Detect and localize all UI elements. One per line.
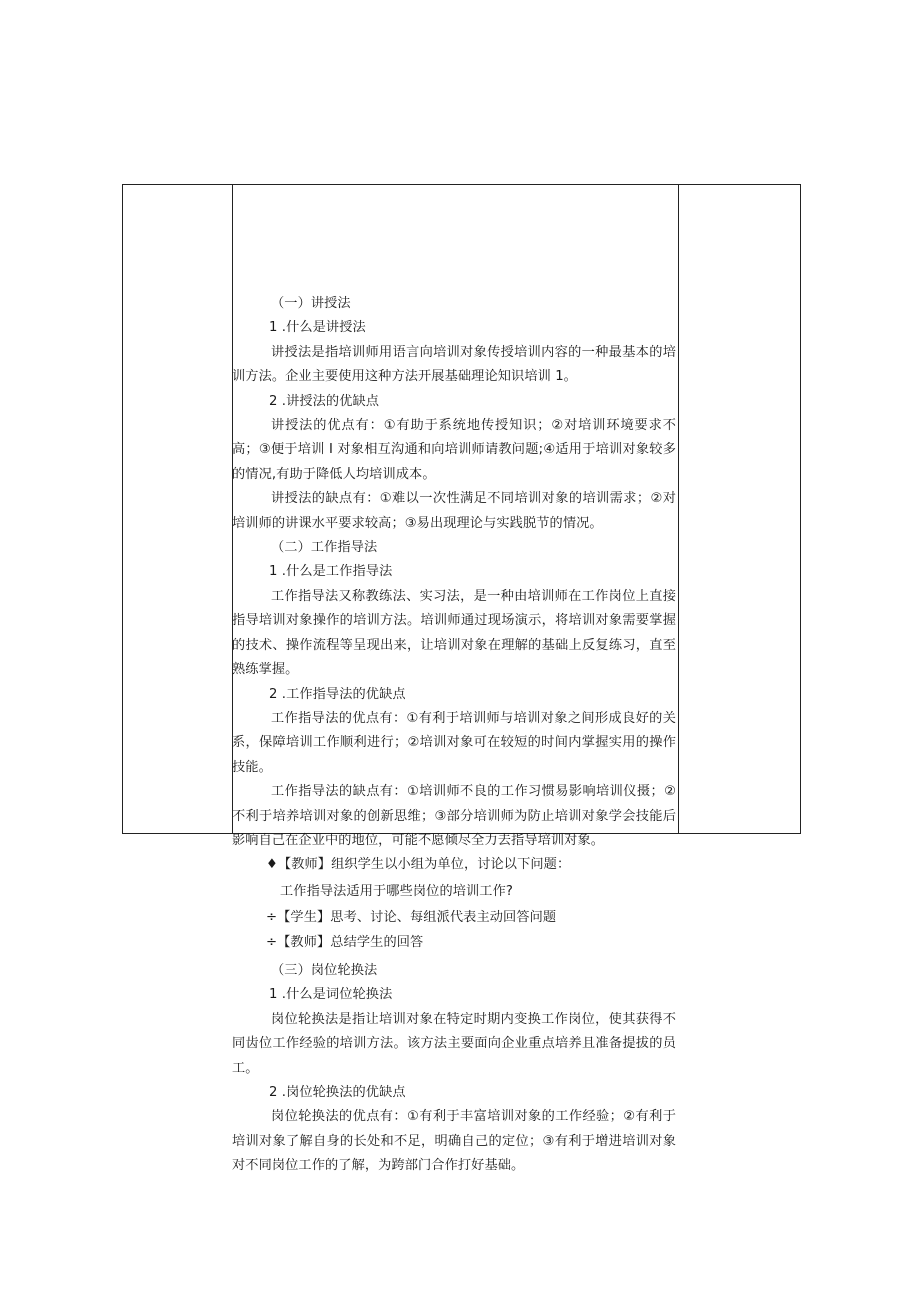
paragraph: ÷【教师】总结学生的回答 <box>266 934 424 950</box>
table-column-divider-right <box>678 185 679 833</box>
paragraph: （二）工作指导法 <box>271 540 378 556</box>
paragraph: 工作指导法的优点有：①有利于培训师与培训对象之间形成良好的关系，保障培训工作顺利进行；②培训对象可在较短的时间内掌握实用的操作技能。 <box>232 710 676 775</box>
paragraph: 1 .什么是讲授法 <box>269 320 366 336</box>
paragraph: 岗位轮换法的优点有：①有利于丰富培训对象的工作经验；②有利于培训对象了解自身的长处和不足，明确自己的定位；③有利于增进培训对象对不同岗位工作的了解，为跨部门合作打好基础。 <box>232 1109 676 1174</box>
paragraph: 2 .讲授法的优缺点 <box>269 393 380 409</box>
paragraph: ÷【学生】思考、讨论、每组派代表主动回答问题 <box>266 910 557 926</box>
paragraph: 讲授法的优点有：①有助于系统地传授知识；②对培训环境要求不高；③便于培训 I 对象相互沟通和向培训师请教问题;④适用于培训对象较多的情况,有助于降低人均培训成本。 <box>232 418 676 482</box>
paragraph: 1 .什么是工作指导法 <box>269 564 393 580</box>
paragraph: 1 .什么是词位轮换法 <box>269 987 393 1003</box>
paragraph: （一）讲授法 <box>271 296 351 311</box>
paragraph: （三）岗位轮换法 <box>271 962 378 978</box>
paragraph: 岗位轮换法是指让培训对象在特定时期内变换工作岗位，使其获得不同齿位工作经验的培训方法。该方法主要面向企业重点培养且准备提拔的员工。 <box>232 1011 676 1076</box>
paragraph: 2 .工作指导法的优缺点 <box>269 686 406 702</box>
paragraph: 工作指导法适用于哪些岗位的培训工作? <box>280 883 513 899</box>
paragraph: 工作指导法的缺点有：①培训师不良的工作习惯易影响培训仪摄；②不利于培养培训对象的创新思维；③部分培训师为防止培训对象学会技能后影响自己在企业中的地位，可能不愿倾尽全力去指导培训对象。 <box>232 784 676 848</box>
paragraph: 讲授法的缺点有：①难以一次性满足不同培训对象的培训需求；②对培训师的讲课水平要求较高；③易出现理论与实践脱节的情况。 <box>232 491 676 531</box>
paragraph: 2 .岗位轮换法的优缺点 <box>269 1085 406 1100</box>
lesson-content-cell <box>232 292 676 1179</box>
paragraph: 讲授法是指培训师用语言向培训对象传授培训内容的一种最基本的培训方法。企业主要使用这种方法开展基础理论知识培训 1。 <box>232 344 676 385</box>
paragraph: ♦【教师】组织学生以小组为单位，讨论以下问题： <box>266 857 571 873</box>
paragraph: 工作指导法又称教练法、实习法，是一种由培训师在工作岗位上直接指导培训对象操作的培训方法。培训师通过现场演示，将培训对象需要掌握的技术、操作流程等呈现出来，让培训对象在理解的基础上反复练习，直至熟练掌握。 <box>232 588 676 678</box>
